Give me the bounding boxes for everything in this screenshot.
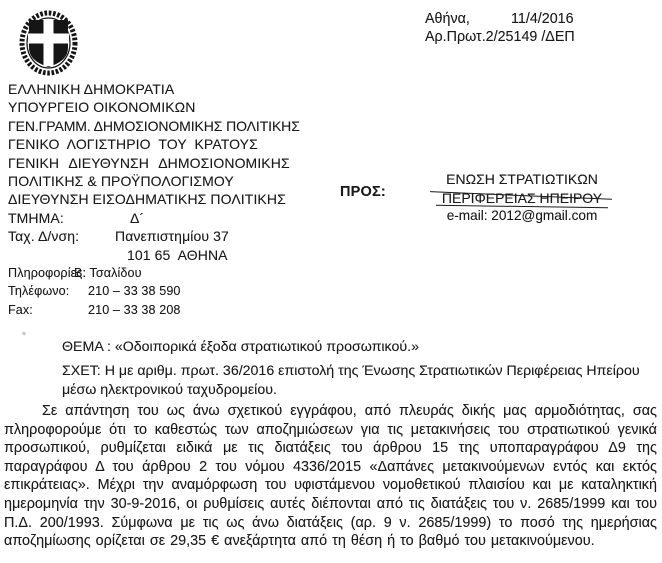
phone-value: 210 – 33 38 590 <box>88 284 181 299</box>
info-row <box>8 264 348 282</box>
to-label: ΠΡΟΣ: <box>340 184 386 200</box>
address-street: Πανεπιστημίου 37 <box>115 228 229 245</box>
org-line: ΓΕΝΙΚΗ ΔΙΕΥΘΥΝΣΗ ΔΗΜΟΣΙΟΝΟΜΙΚΗΣ <box>8 154 290 171</box>
fax-row <box>8 301 348 319</box>
letter-body-paragraph: Σε απάντηση του ως άνω σχετικού εγγράφου, από πλευράς δικής μας αρμοδιότητας, σας πληροφορούμε ότι το καθεστώς των αποζημιώσεων για τις μετακινήσεις του στρατιωτικού γενικά προσωπικού, ρυθμίζεται ειδικά με τις διατάξεις του άρθρου 15 της υποπαραγράφου Δ9 της παραγράφου Δ του άρθρου 2 του νόμου 4336/2015 «Δαπάνες μετακινούμενων εντός και εκτός επικράτειας». Μέχρι την αναμόρφωση του υφιστάμενου νομοθετικού πλαισίου και με καταληκτική ημερομηνία την 30-9-2016, οι ρυθμίσεις αυτές διέπονται από τις διατάξεις του ν. 2685/1999 και του Π.Δ. 200/1993. Σύμφωνα με τις ως άνω διατάξεις (αρ. 9 ν. 2685/1999) το ποσό της ημερήσιας αποζημίωσης ορίζεται σε 29,35 € ανεξάρτητα από τη θέση ή το βαθμό του μετακινούμενου. <box>4 403 657 550</box>
org-line: ΓΕΝ.ΓΡΑΜΜ. ΔΗΜΟΣΙΟΝΟΜΙΚΗΣ ΠΟΛΙΤΙΚΗΣ <box>8 117 300 134</box>
subject-text: «Οδοιπορικά έξοδα στρατιωτικού προσωπικού.» <box>114 339 419 355</box>
recipient-line-2 <box>424 189 620 208</box>
subject-block <box>62 338 654 401</box>
protocol-number: Αρ.Πρωτ.2/25149 /ΔΕΠ <box>425 29 575 45</box>
address-label: Ταχ. Δ/νση: <box>8 228 80 245</box>
address-row <box>8 227 348 245</box>
scan-artifact <box>22 331 27 336</box>
org-line: ΓΕΝΙΚΟ ΛΟΓΙΣΤΗΡΙΟ ΤΟΥ ΚΡΑΤΟΥΣ <box>8 136 258 153</box>
phone-row <box>8 282 348 300</box>
date-line <box>425 10 575 28</box>
greek-coat-of-arms-icon <box>18 9 79 77</box>
subject-label: ΘΕΜΑ : <box>62 339 111 355</box>
info-label: Πληροφορίες: <box>8 266 87 281</box>
fax-label: Fax: <box>8 302 33 317</box>
letterhead <box>8 80 348 319</box>
org-line: ΕΛΛΗΝΙΚΗ ΔΗΜΟΚΡΑΤΙΑ <box>8 81 175 97</box>
fax-value: 210 – 33 38 208 <box>88 302 181 317</box>
department-row <box>8 209 348 227</box>
recipient-line-2-text: ΠΕΡΙΦΕΡΕΙΑΣ ΗΠΕΙΡΟΥ <box>441 189 603 206</box>
org-line: ΥΠΟΥΡΓΕΙΟ ΟΙΚΟΝΟΜΙΚΩΝ <box>8 99 196 116</box>
reference-text: Η με αριθμ. πρωτ. 36/2016 επιστολή της Ένωσης Στρατιωτικών Περιφέρειας Ηπείρου μέσω ηλεκτρονικού ταχυδρομείου. <box>62 362 640 398</box>
letter-date: 11/4/2016 <box>511 11 574 27</box>
reference-label: ΣΧΕΤ: <box>62 362 101 379</box>
reference-line <box>62 362 654 401</box>
department-value: Δ´ <box>130 209 145 226</box>
date-protocol-block <box>425 10 575 46</box>
org-line: ΔΙΕΥΘΥΝΣΗ ΕΙΣΟΔΗΜΑΤΙΚΗΣ ΠΟΛΙΤΙΚΗΣ <box>8 191 286 208</box>
department-label: ΤΜΗΜΑ: <box>8 209 64 226</box>
recipient-email: e-mail: 2012@gmail.com <box>446 208 598 223</box>
org-line: ΠΟΛΙΤΙΚΗΣ & ΠΡΟΫΠΟΛΟΓΙΣΜΟΥ <box>8 173 234 190</box>
recipient-block <box>424 170 620 226</box>
info-value: Β. Τσαλίδου <box>74 266 142 281</box>
subject-line <box>62 338 654 358</box>
phone-label: Τηλέφωνο: <box>8 284 70 299</box>
recipient-line-1: ΕΝΩΣΗ ΣΤΡΑΤΙΩΤΙΚΩΝ <box>446 171 598 187</box>
address-city: 101 65 ΑΘΗΝΑ <box>127 246 228 263</box>
city-label: Αθήνα, <box>425 11 470 27</box>
